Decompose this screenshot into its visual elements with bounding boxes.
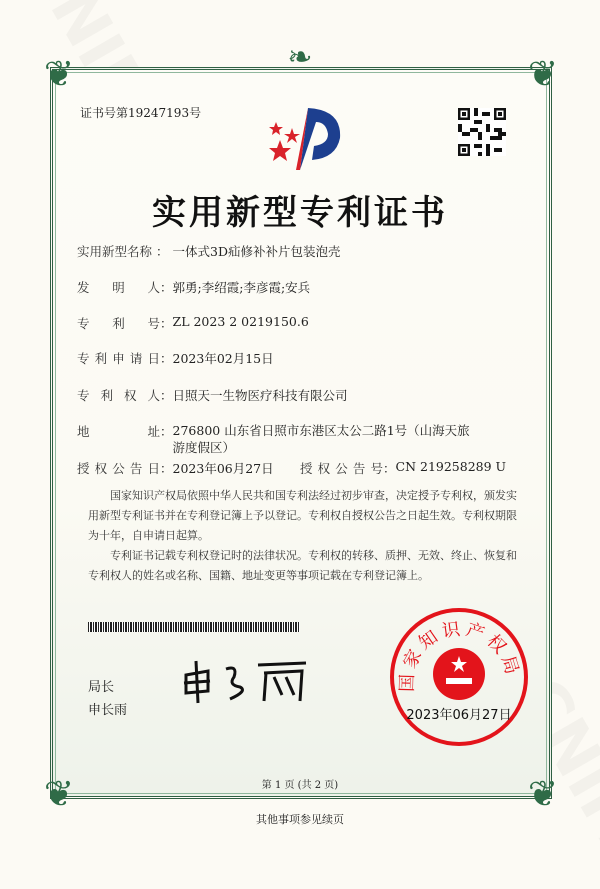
corner-ornament-icon: ❦ — [43, 54, 75, 95]
page-title: 实用新型专利证书 — [152, 193, 448, 233]
corner-ornament-icon: ❦ — [43, 774, 75, 815]
signatory-title: 局长 — [88, 680, 115, 695]
signatory-name: 申长雨 — [88, 703, 128, 718]
logo-star-icon — [269, 140, 291, 161]
logo-star-icon — [269, 122, 283, 135]
top-ornament-icon: ❧ — [287, 40, 313, 75]
field-filing-date: 专 利 申 请 日 ： 2023年02月15日 — [77, 351, 274, 366]
national-emblem-icon — [433, 648, 485, 700]
field-patent-number: 专 利 号 ： ZL 2023 2 0219150.6 — [77, 314, 309, 331]
continued-note: 其他事项参见续页 — [256, 813, 344, 826]
field-grant-date: 授 权 公 告 日 ： 2023年06月27日 — [77, 461, 274, 476]
legal-status-statement: 专利证书记载专利权登记时的法律状况。专利权的转移、质押、无效、终止、恢复和专利权人的姓名或名称、国籍、地址变更等事项记载在专利登记簿上。 — [88, 549, 517, 582]
field-patentee: 专 利 权 人 ： 日照天一生物医疗科技有限公司 — [77, 388, 348, 403]
cnipa-logo — [262, 100, 346, 172]
qr-code[interactable] — [458, 108, 506, 156]
seal-date: 2023年06月27日 — [406, 708, 512, 723]
seal-text: 国家知识产权局 — [396, 618, 524, 693]
corner-ornament-icon: ❦ — [527, 54, 559, 95]
field-grant-number: 授 权 公 告 号 ： CN 219258289 U — [300, 459, 507, 476]
handwritten-signature — [178, 655, 318, 705]
grant-statement: 国家知识产权局依照中华人民共和国专利法经过初步审查，决定授予专利权，颁发实用新型专利证书并在专利登记簿上予以登记。专利权自授权公告之日起生效。专利权期限为十年，自申请日起算。 — [88, 489, 517, 542]
logo-mark — [300, 108, 340, 170]
page-indicator: 第 1 页 (共 2 页) — [261, 780, 339, 791]
corner-ornament-icon: ❦ — [527, 774, 559, 815]
certificate-number: 证书号第19247193号 — [80, 106, 202, 120]
field-address: 地 址 ： 276800 山东省日照市东港区太公二路1号（山海天旅游度假区） — [77, 423, 470, 455]
barcode — [88, 622, 300, 632]
field-inventor: 发 明 人 ： 郭勇;李绍霞;李彦霞;安兵 — [77, 280, 311, 295]
logo-star-icon — [284, 128, 300, 143]
field-utility-model-name: 实用新型名称 ： 一体式3D疝修补补片包装泡壳 — [77, 244, 341, 259]
official-seal — [390, 608, 528, 746]
